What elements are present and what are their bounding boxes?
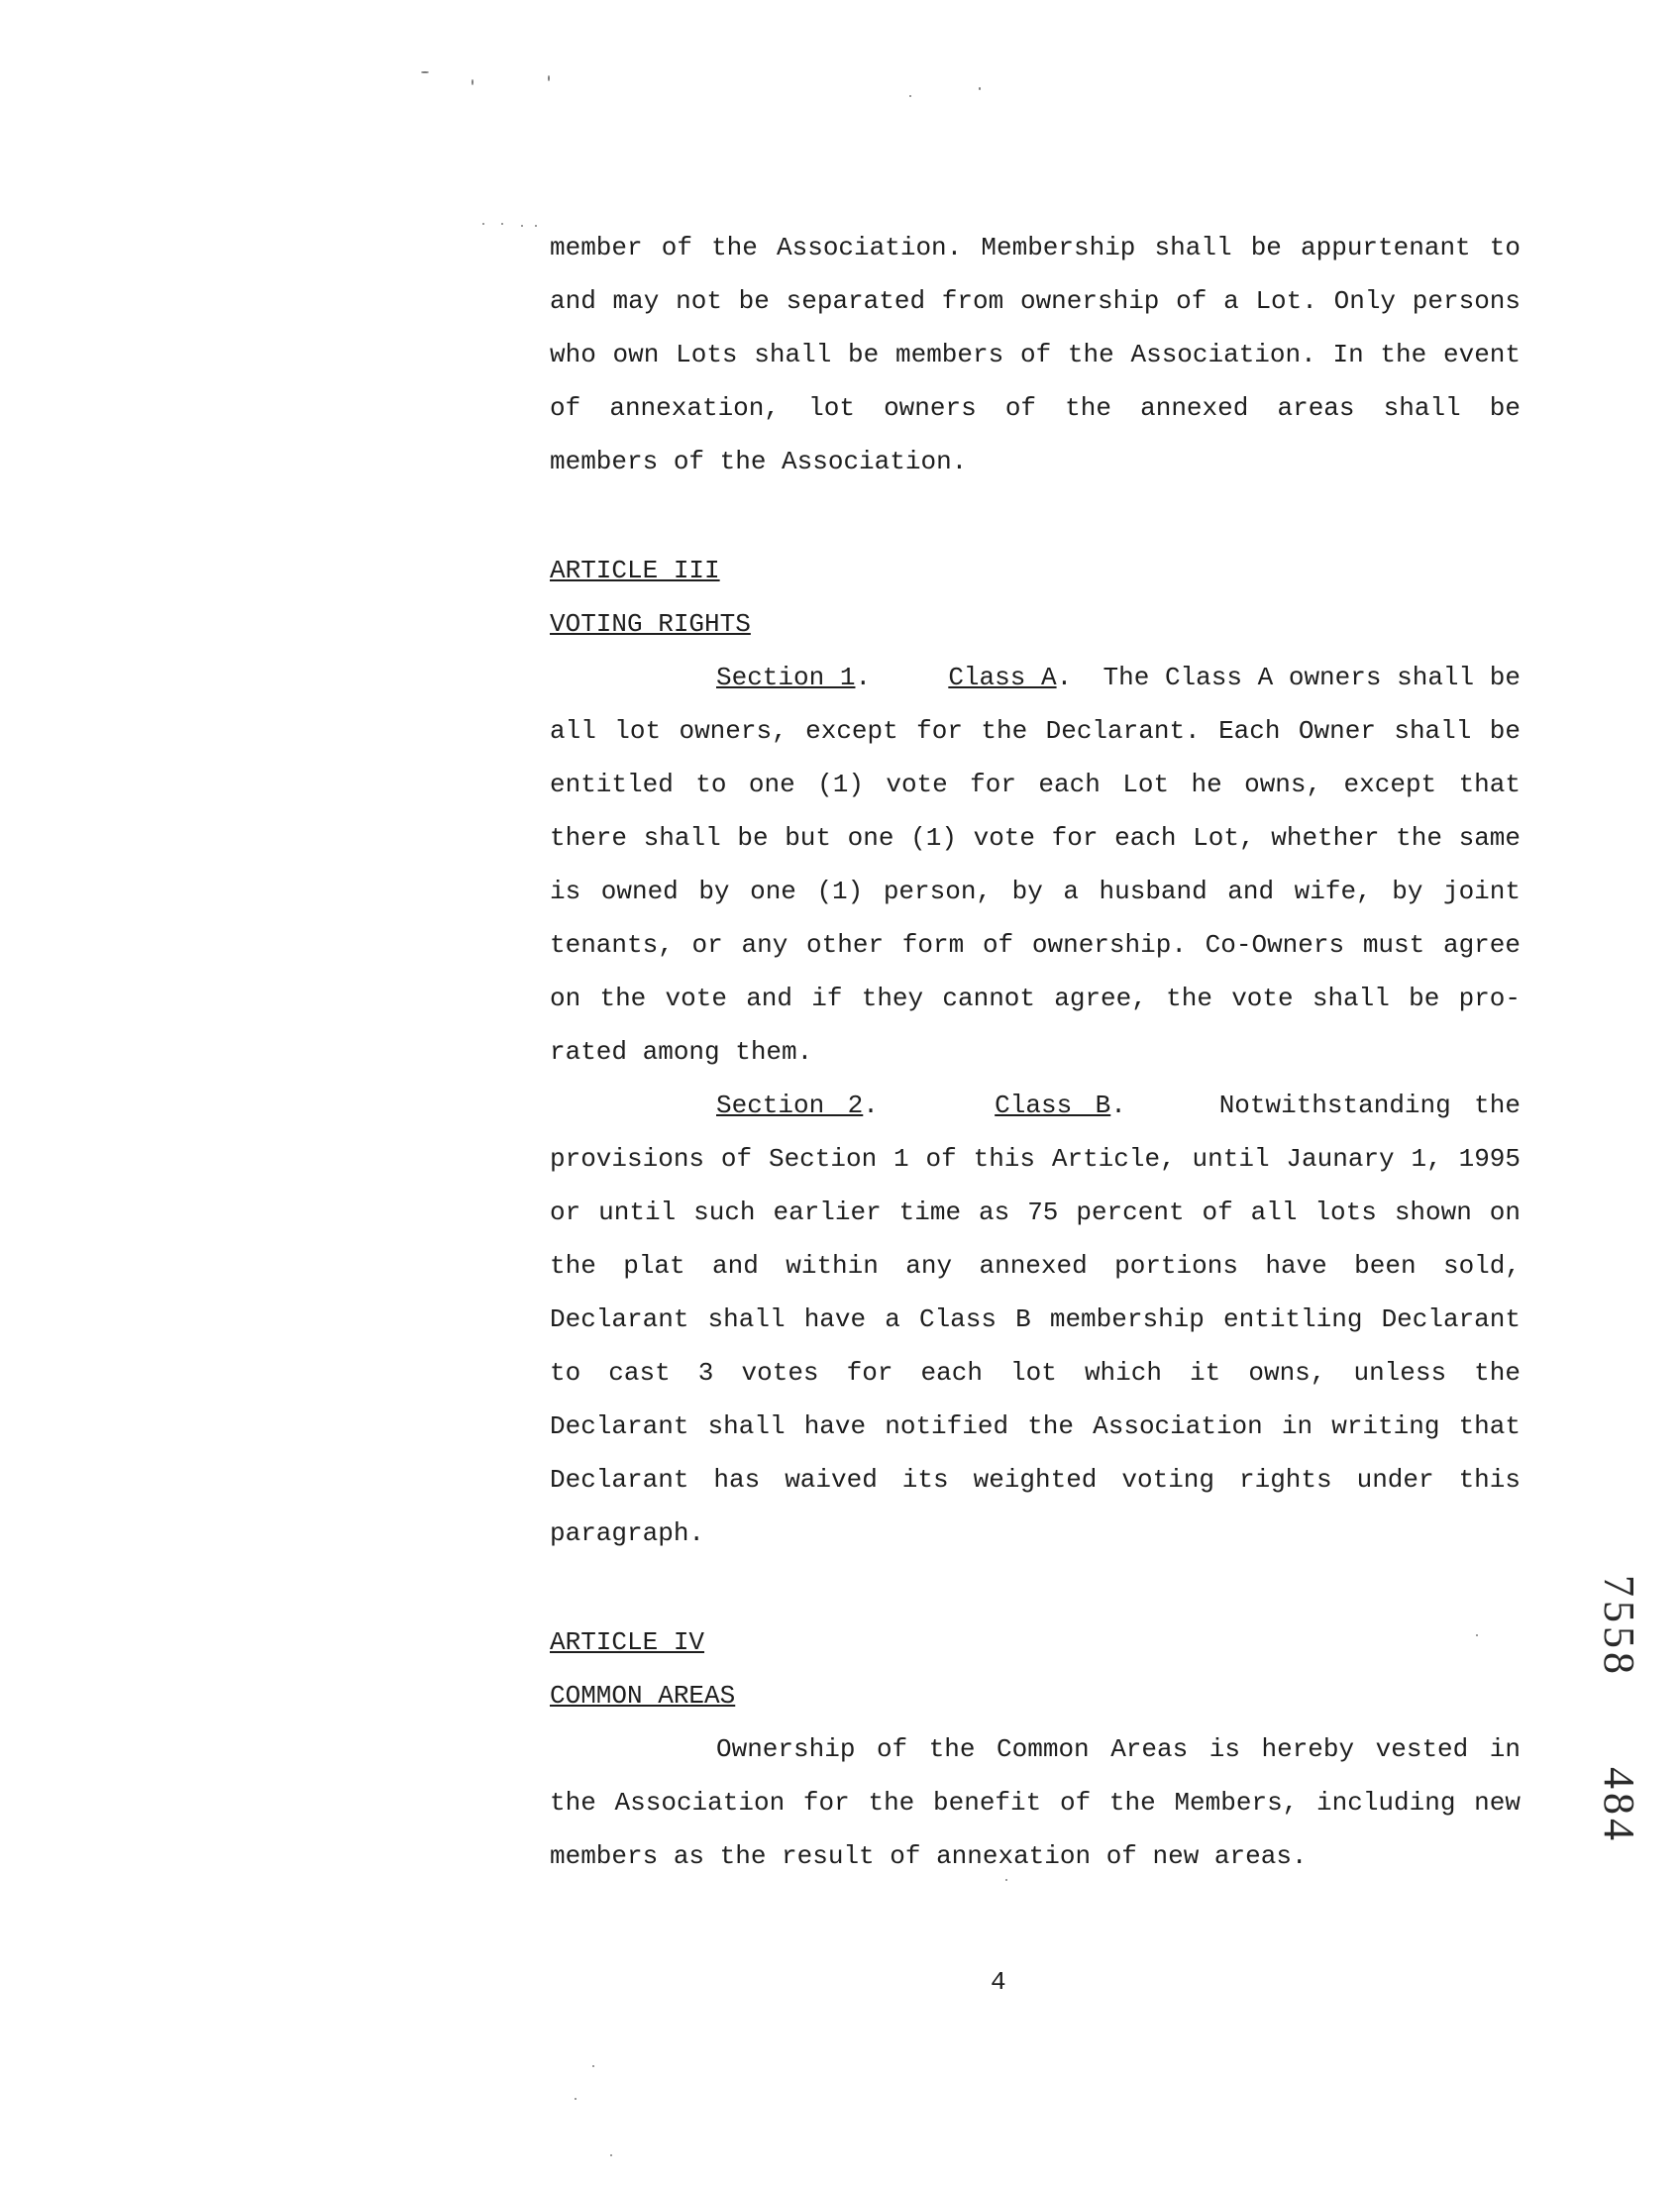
article-3-section-2: Section 2. Class B. Notwithstanding the provisions of Section 1 of this Article, until Jaunary 1, 1995 or until such earlier time as 75 percent of all lots shown on the plat and within any annexed portions have been sold, Declarant shall have a Class B membership entitling Declarant to cast 3 votes for each lot which it owns, unless the Declarant shall have notified the Association in writing that Declarant has waived its weighted voting rights under this paragraph. [550, 1091, 1521, 1548]
scan-speck [592, 2065, 594, 2067]
scan-speck [521, 225, 523, 227]
scan-speck [482, 223, 484, 225]
article-3-section-1: Section 1. Class A. The Class A owners shall be all lot owners, except for the Declarant. Each Owner shall be entitled to one (1) vote for each Lot he owns, except that there shall be but one (1) vote for each Lot, whether the same is owned by one (1) person, by a husband and wife, by joint tenants, or any other form of ownership. Co-Owners must agree on the vote and if they cannot agree, the vote shall be pro-rated among them. [550, 663, 1521, 1067]
scan-speck [575, 2098, 577, 2100]
page-number: 4 [991, 1967, 1006, 1997]
article-4-subheading: COMMON AREAS [550, 1681, 736, 1711]
scan-speck [909, 95, 911, 97]
section-1-label: Section 1 [716, 663, 856, 692]
class-a-label: Class A [948, 663, 1057, 692]
continued-paragraph: member of the Association. Membership shall be appurtenant to and may not be separated from ownership of a Lot. Only persons who own Lots shall be members of the Association. In the event of annexation, lot owners of the annexed areas shall be members of the Association. [550, 233, 1521, 476]
scan-speck [472, 79, 473, 85]
scan-speck [610, 2154, 612, 2156]
article-3-heading: ARTICLE III [550, 556, 720, 585]
scan-speck [548, 75, 550, 81]
article-3-subheading: VOTING RIGHTS [550, 609, 751, 639]
recording-book-number: 7558 [1595, 1575, 1643, 1678]
spacer [550, 1560, 1521, 1615]
section-2-label: Section 2 [716, 1091, 864, 1120]
document-body [550, 221, 1521, 1883]
recording-margin-stamp [1594, 1575, 1644, 1844]
article-4-text: Ownership of the Common Areas is hereby vested in the Association for the benefit of the Members, including new members as the result of annexation of new areas. [550, 1734, 1521, 1871]
article-4-heading: ARTICLE IV [550, 1627, 705, 1657]
section-1-text: The Class A owners shall be all lot owners, except for the Declarant. Each Owner shall be entitled to one (1) vote for each Lot he owns, except that there shall be but one (1) vote for each Lot, whether the same is owned by one (1) person, by a husband and wife, by joint tenants, or any other form of ownership. Co-Owners must agree on the vote and if they cannot agree, the vote shall be pro-rated among them. [550, 663, 1521, 1067]
scan-speck [421, 71, 429, 73]
class-b-label: Class B [995, 1091, 1111, 1120]
section-2-text: Notwithstanding the provisions of Section 1 of this Article, until Jaunary 1, 1995 or until such earlier time as 75 percent of all lots shown on the plat and within any annexed portions have been sold, Declarant shall have a Class B membership entitling Declarant to cast 3 votes for each lot which it owns, unless the Declarant shall have notified the Association in writing that Declarant has waived its weighted voting rights under this paragraph. [550, 1091, 1521, 1548]
recording-page-number: 484 [1595, 1767, 1643, 1844]
spacer [550, 488, 1521, 544]
scan-speck [979, 87, 981, 90]
scan-speck [535, 225, 537, 227]
scan-speck [501, 223, 503, 225]
